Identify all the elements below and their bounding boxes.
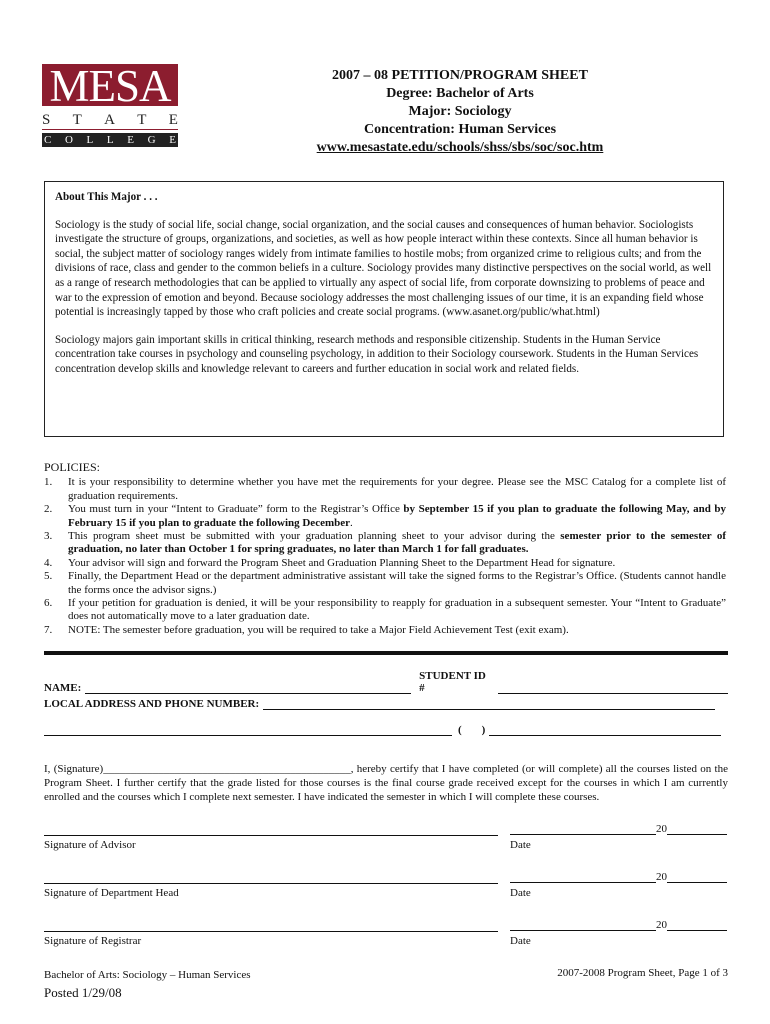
footer-posted-date: Posted 1/29/08: [44, 985, 122, 1000]
policy-number: 5.: [44, 570, 53, 583]
logo-letter: G: [147, 134, 156, 146]
logo-wordmark: MESA: [42, 64, 178, 106]
address-label: LOCAL ADDRESS AND PHONE NUMBER:: [44, 698, 260, 710]
policies-list: [44, 476, 726, 637]
about-major-box: [44, 181, 724, 437]
policy-emphasis: semester prior to the semester of graduation, no later than October 1 for spring graduates, no later than March 1 for fall graduates.: [68, 530, 727, 556]
policy-text: You must turn in your “Intent to Graduate” form to the Registrar’s Office: [68, 503, 404, 516]
header-title: 2007 – 08 PETITION/PROGRAM SHEET: [332, 68, 588, 83]
registrar-signature-label: Signature of Registrar: [44, 935, 142, 947]
policy-number: 4.: [44, 556, 53, 569]
logo-letter: S: [42, 112, 51, 128]
policy-text: This program sheet must be submitted with your graduation planning sheet to your advisor during the: [68, 530, 561, 543]
date-blank: [510, 919, 656, 931]
document-header: [260, 67, 660, 157]
logo-letter: E: [168, 112, 178, 128]
logo-letter: E: [127, 134, 134, 146]
footer-left: [44, 967, 251, 1001]
registrar-date-label: Date: [510, 935, 531, 947]
advisor-signature-field[interactable]: [44, 824, 498, 836]
policy-item: [44, 570, 726, 597]
header-major: Major: Sociology: [408, 104, 512, 119]
footer-page-number: 2007-2008 Program Sheet, Page 1 of 3: [557, 967, 728, 979]
registrar-date-field[interactable]: [510, 920, 728, 931]
policy-item: [44, 557, 726, 570]
address-field[interactable]: [263, 698, 715, 710]
policy-text: .: [350, 516, 353, 529]
logo-letter: L: [86, 134, 94, 146]
year-prefix: 20: [656, 823, 667, 835]
header-concentration: Concentration: Human Services: [363, 122, 557, 137]
policy-number: 7.: [44, 623, 53, 636]
logo-state-line: [42, 112, 178, 130]
header-url-link[interactable]: www.mesastate.edu/schools/shss/sbs/soc/soc.htm: [316, 140, 604, 155]
policy-item: [44, 530, 726, 557]
policy-item: [44, 476, 726, 503]
phone-paren-close: ): [481, 724, 486, 736]
advisor-date-field[interactable]: [510, 824, 728, 835]
policy-text: It is your responsibility to determine whether you have met the requirements for your degree. Please see the MSC Catalog for a complete list of graduation requirements.: [68, 476, 726, 502]
logo-letter: O: [64, 134, 73, 146]
policy-text: Your advisor will sign and forward the Program Sheet and Graduation Planning Sheet to the Department Head for signature.: [68, 556, 616, 569]
department-head-date-label: Date: [510, 887, 531, 899]
policy-text: Finally, the Department Head or the department administrative assistant will take the signed forms to the Registrar’s Office. (Students cannot handle the forms once the advisor signs.): [68, 570, 726, 596]
address-line-2-field[interactable]: [44, 724, 452, 736]
student-id-field[interactable]: [498, 682, 728, 694]
logo-letter: C: [44, 134, 52, 146]
year-blank: [667, 823, 727, 835]
advisor-signature-label: Signature of Advisor: [44, 839, 136, 851]
policy-item: [44, 624, 726, 637]
phone-field[interactable]: [489, 724, 721, 736]
logo-letter: E: [169, 134, 176, 146]
name-label: NAME:: [44, 682, 82, 694]
footer-program-name: Bachelor of Arts: Sociology – Human Services: [44, 969, 251, 981]
student-id-label: STUDENT ID #: [419, 670, 486, 694]
policies-title: POLICIES:: [44, 460, 101, 474]
policy-number: 2.: [44, 503, 53, 516]
policy-emphasis: by September 15 if you plan to graduate the following May, and by February 15 if you plan to graduate the following December: [68, 503, 726, 529]
header-degree: Degree: Bachelor of Arts: [386, 86, 534, 101]
section-divider: [44, 651, 728, 655]
department-head-signature-field[interactable]: [44, 872, 498, 884]
about-paragraph-2: Sociology majors gain important skills in critical thinking, research methods and responsible citizenship. Students in the Human Service concentration take courses in psychology and counseling psychology, in addition to their Sociology coursework. Students in the Human Services concentration develop skills and knowledge relevant to careers and further education in social work and related fields.: [55, 333, 699, 375]
address-phone-row: [44, 724, 728, 736]
logo-college-band: [42, 133, 178, 147]
year-prefix: 20: [656, 871, 667, 883]
year-blank: [667, 871, 727, 883]
about-title: About This Major . . .: [55, 191, 158, 203]
policy-number: 6.: [44, 597, 53, 610]
logo-letter: T: [72, 112, 82, 128]
logo-letter: A: [104, 112, 115, 128]
date-blank: [510, 871, 656, 883]
registrar-signature-field[interactable]: [44, 920, 498, 932]
about-paragraph-1: Sociology is the study of social life, social change, social organization, and the social causes and consequences of human behavior. Sociologists investigate the structure of groups, organizations, and societies, as well as how people interact within these contexts. Since all human behavior is social, the subject matter of sociology ranges widely from intimate families to hostile mobs; from organized crime to religious cults; and from the divisions of race, class and gender to the common beliefs in a culture. Sociology provides many distinctive perspectives on the social world, as well as a range of research methodologies that can be applied to virtually any aspect of social life, from corporate downsizing to problems of peace and war to the expression of emotion and beyond. Because sociology addresses the most challenging issues of our time, it is an expanding field whose potential is increasingly tapped by those who craft policies and create social programs. (www.asanet.org/public/what.html): [55, 218, 712, 319]
area-code-field[interactable]: [462, 725, 482, 736]
address-row: [44, 698, 728, 710]
department-head-signature-label: Signature of Department Head: [44, 887, 179, 899]
date-blank: [510, 823, 656, 835]
logo-letter: L: [106, 134, 114, 146]
policy-number: 1.: [44, 476, 53, 489]
policy-text: NOTE: The semester before graduation, you will be required to take a Major Field Achievement Test (exit exam).: [68, 623, 569, 636]
department-head-date-field[interactable]: [510, 872, 728, 883]
name-field[interactable]: [85, 682, 411, 694]
name-row: [44, 670, 728, 694]
mesa-state-college-logo: [42, 64, 178, 147]
year-prefix: 20: [656, 919, 667, 931]
policy-number: 3.: [44, 530, 53, 543]
policy-item: [44, 597, 726, 624]
logo-letter: T: [137, 112, 147, 128]
policy-text: If your petition for graduation is denied, it will be your responsibility to reapply for graduation in a subsequent semester. Your “Intent to Graduate” does not automatically move to a later graduation date.: [68, 597, 726, 623]
year-blank: [667, 919, 727, 931]
advisor-date-label: Date: [510, 839, 531, 851]
certification-statement: I, (Signature)_____________________________________________, hereby certify that I have completed (or will complete) all the courses listed on the Program Sheet. I further certify that the grade listed for those courses is the final course grade received except for the courses in which I am currently enrolled and the courses which I complete next semester. I have indicated the semester in which I will complete these courses.: [44, 763, 728, 803]
policy-item: [44, 503, 726, 530]
phone-paren-open: (: [458, 724, 462, 736]
policies-section: [44, 461, 726, 637]
